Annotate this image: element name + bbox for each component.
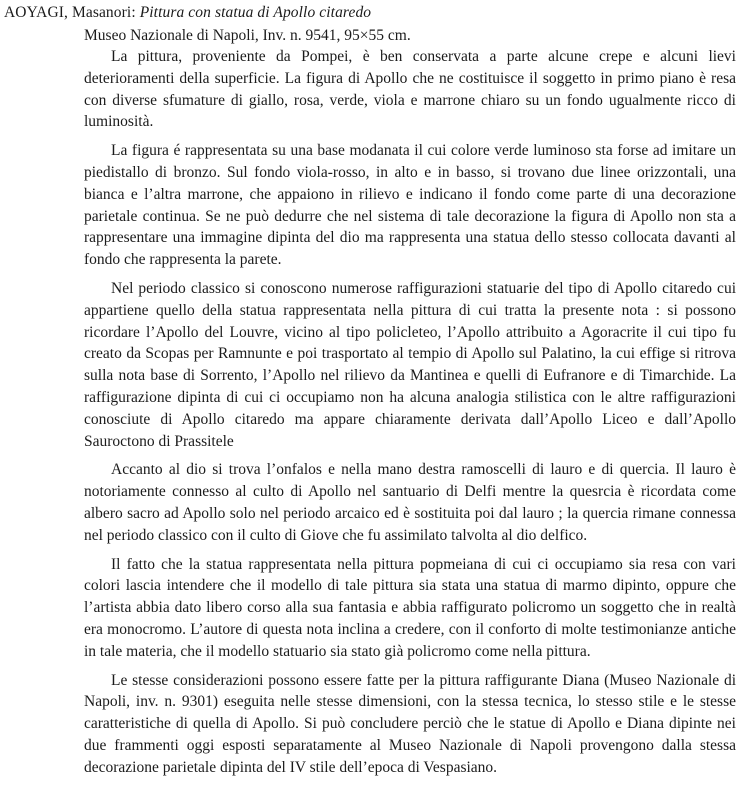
paragraph: La figura é rappresentata su una base modanata il cui colore verde luminoso sta forse ad imitare un piedistallo di bronzo. Sul fondo viola-rosso, in alto e in basso, si trovano due linee orizzontali, una bianca e l’altra marrone, che appaiono in rilievo e indicano il fondo come parte di una decorazione parietale continua. Se ne può dedurre che nel sistema di tale decorazione la figura di Apollo non sta a rappresentare una immagine dipinta del dio ma rappresenta una statua dello stesso collocata davanti al fondo che rappresenta la parete. [84, 142, 736, 269]
paragraph: Il fatto che la statua rappresentata nella pittura popmeiana di cui ci occupiamo sia resa con vari colori lascia intendere che il modello di tale pittura sia stata una statua di marmo dipinto, oppure che l’artista abbia dato libero corso alla sua fantasia e abbia raffigurato policromo un soggetto che in realtà era monocromo. L’autore di questa nota inclina a credere, con il conforto di molte testimonianze antiche in tale materia, che il modello statuario sia stato già policromo come nella pittura. [84, 555, 736, 660]
article-heading [4, 4, 371, 22]
museum-reference: Museo Nazionale di Napoli, Inv. n. 9541, 95×55 cm. [84, 27, 411, 44]
heading-separator: : [131, 4, 140, 21]
paragraph: La pittura, proveniente da Pompei, è ben conservata a parte alcune crepe e alcuni lievi deterioramenti della superficie. La figura di Apollo che ne costituisce il soggetto in primo piano è resa con diverse sfumature di giallo, rosa, verde, viola e marrone chiaro su un fondo ugualmente ricco di luminosità. [84, 48, 736, 131]
paragraph: Accanto al dio si trova l’onfalos e nella mano destra ramoscelli di lauro e di quercia. Il lauro è notoriamente connesso al culto di Apollo nel santuario di Delfi mentre la quesrcia è ricordata come albero sacro ad Apollo solo nel periodo arcaico ed è sostituita poi dal lauro ; la quercia rimane connessa nel periodo classico con il culto di Giove che fu assimilato talvolta al dio delfico. [84, 461, 736, 544]
article-title: Pittura con statua di Apollo citaredo [139, 4, 372, 21]
author-name: AOYAGI, Masanori [4, 4, 132, 21]
paragraph: Nel periodo classico si conoscono numerose raffigurazioni statuarie del tipo di Apollo citaredo cui appartiene quello della statua rappresentata nella pittura di cui tratta la presente nota : si possono ricordare l’Apollo del Louvre, vicino al tipo policleteo, l’Apollo attribuito a Agoracrite il cui tipo fu creato da Scopas per Ramnunte e poi trasportato al tempio di Apollo sul Palatino, la cui effige si ritrova sulla nota base di Sorrento, l’Apollo nel rilievo da Mantinea e quelli di Eufranore e di Timarchide. La raffigurazione dipinta di cui ci occupiamo non ha alcuna analogia stilistica con le altre raffigurazioni conosciute di Apollo citaredo ma appare chiaramente derivata dall’Apollo Liceo e dall’Apollo Sauroctono di Prassitele [84, 279, 736, 450]
paragraph: Le stesse considerazioni possono essere fatte per la pittura raffigurante Diana (Museo Nazionale di Napoli, inv. n. 9301) eseguita nelle stesse dimensioni, con la stessa tecnica, lo stesso stile e le stesse caratteristiche di quella di Apollo. Si può concludere perciò che le statue di Apollo e Diana dipinte nei due frammenti oggi esposti separatamente al Museo Nazionale di Napoli provengono dalla stessa decorazione parietale dipinta del IV stile dell’epoca di Vespasiano. [84, 671, 736, 776]
article-body [84, 46, 736, 779]
